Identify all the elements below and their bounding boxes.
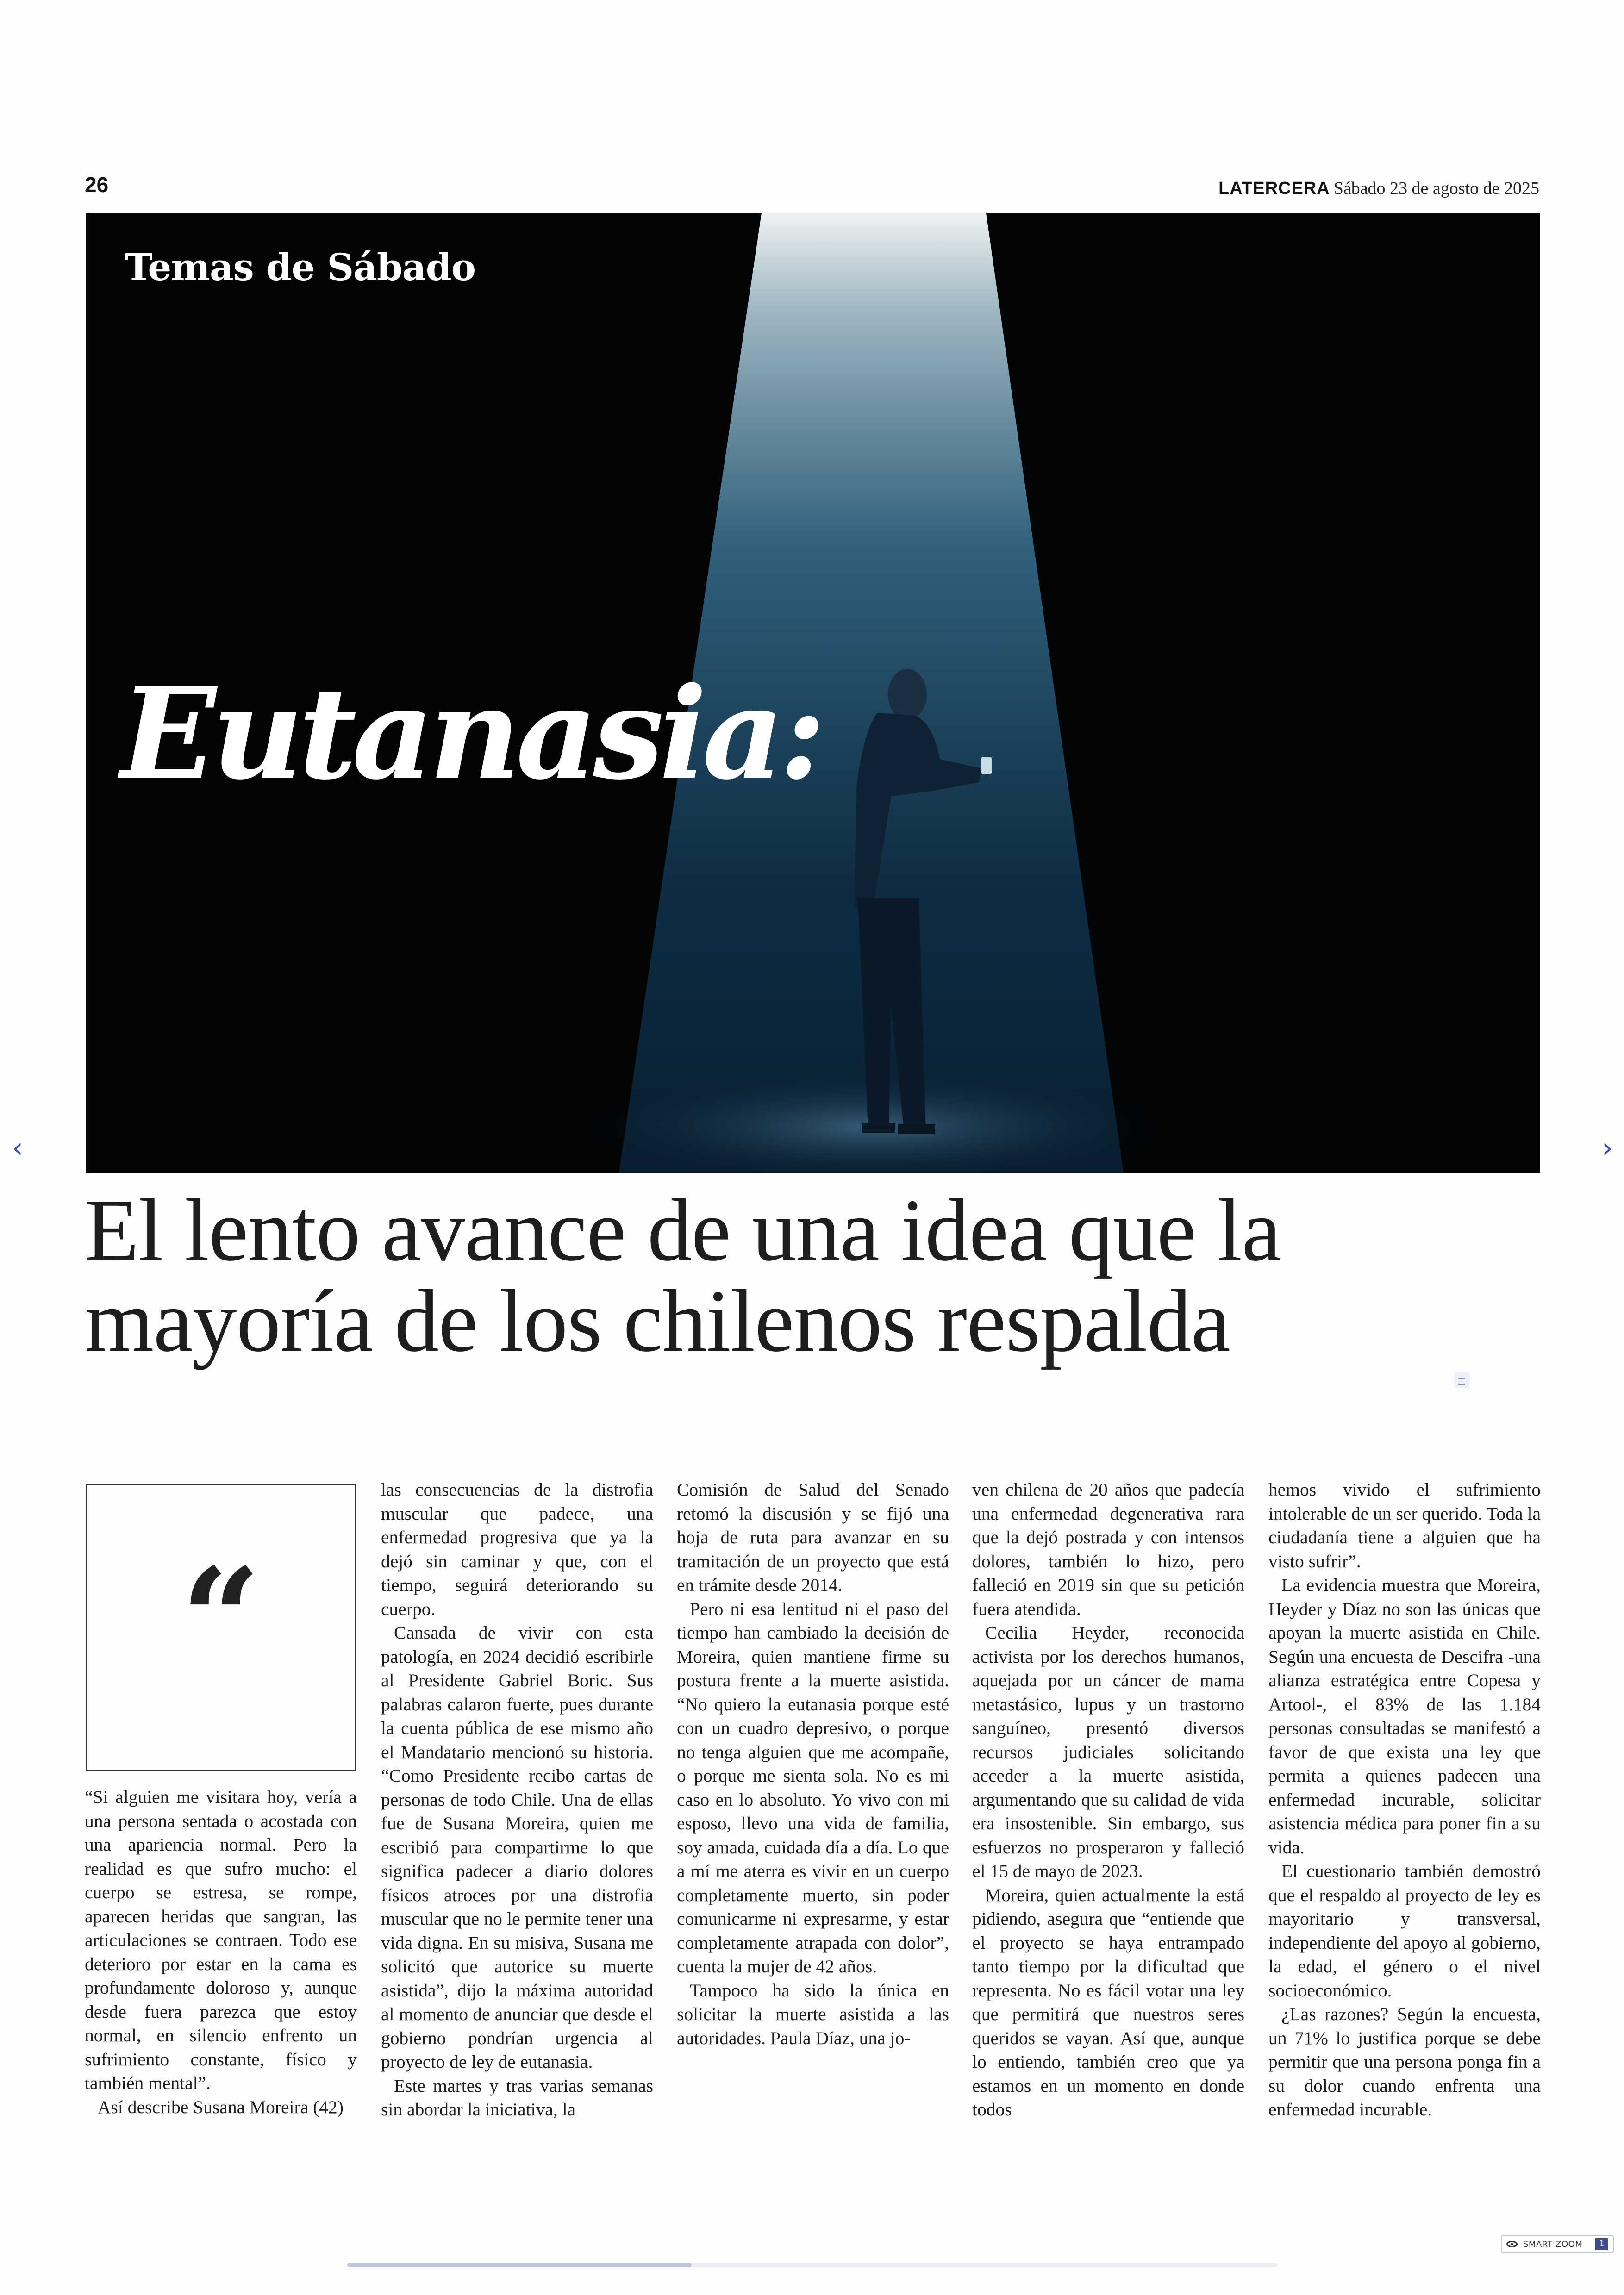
smart-zoom-count-badge: 1 (1595, 2238, 1608, 2250)
paragraph: Este martes y tras varias semanas sin abordar la iniciativa, la (381, 2075, 653, 2120)
next-page-chevron-icon[interactable]: › (1602, 1132, 1613, 1164)
paragraph: Cecilia Heyder, reconocida activista por los derechos humanos, aquejada por un cáncer de mama metastásico, lupus y un trastorno sanguíneo, presentó diversos recursos judiciales solicitando acceder a la muerte asistida, argumentando que su calidad de vida era insostenible. Sin embargo, sus esfuerzos no prosperaron y falleció el 15 de mayo de 2023. (972, 1622, 1244, 1881)
previous-page-chevron-icon[interactable]: ‹ (12, 1132, 23, 1164)
paragraph: Pero ni esa lentitud ni el paso del tiempo han cambiado la decisión de Moreira, quien mantiene firme su postura frente a la muerte asistida. “No quiero la eutanasia porque esté con un cuadro depresivo, o porque no tenga alguien que me acompañe, o porque me sienta sola. No es mi caso en lo absoluto. Yo vivo con mi esposo, llevo una vida de familia, soy amada, cuidada día a día. Lo que a mí me aterra es vivir en un cuerpo completamente muerto, sin poder comunicarme ni expresarme, y estar completamente atrapada con dolor”, cuenta la mujer de 42 años. (677, 1598, 949, 1977)
paragraph: Cansada de vivir con esta patología, en 2024 decidió escribirle al Presidente Gabriel Boric. Sus palabras calaron fuerte, pues durante la cuenta pública de ese mismo año el Mandatario mencionó su historia. “Como Presidente recibo cartas de personas de todo Chile. Una de ellas fue de Susana Moreira, quien me escribió para compartirme lo que significa padecer a diario dolores físicos atroces por una distrofia muscular que no le permite tener una vida digna. En su misiva, Susana me solicitó que autorice su muerte asistida”, dijo la máxima autoridad al momento de anunciar que desde el gobierno pondrían urgencia al proyecto de ley de eutanasia. (381, 1622, 653, 2072)
paragraph: Así describe Susana Moreira (42) (98, 2096, 344, 2117)
article-headline: El lento avance de una idea que la mayoría de los chilenos respalda (85, 1181, 1281, 1370)
section-label: Temas de Sábado (125, 245, 475, 289)
paragraph: Tampoco ha sido la única en solicitar la muerte asistida a las autoridades. Paula Díaz, una jo- (677, 1980, 949, 2048)
page-scroll-thumb[interactable] (347, 2263, 692, 2267)
page-number: 26 (85, 173, 109, 197)
article-column-5 (1268, 1478, 1541, 2122)
smart-zoom-button[interactable] (1501, 2235, 1614, 2253)
hero-title: Eutanasia: (120, 660, 822, 808)
issue-date: Sábado 23 de agosto de 2025 (1333, 179, 1539, 198)
page-scroll-track[interactable] (347, 2263, 1278, 2267)
paragraph: ¿Las razones? Según la encuesta, un 71% lo justifica porque se debe permitir que una persona ponga fin a su dolor cuando enfrenta una enfermedad incurable. (1268, 2004, 1541, 2120)
article-column-3 (677, 1478, 949, 2050)
article-column-2 (381, 1478, 653, 2122)
eye-icon (1506, 2241, 1518, 2247)
article-column-4 (972, 1478, 1244, 2122)
paragraph: las consecuencias de la distrofia muscular que padece, una enfermedad progresiva que ya la dejó sin caminar y que, con el tiempo, seguirá deteriorando su cuerpo. (381, 1479, 653, 1619)
paragraph: ven chilena de 20 años que padecía una enfermedad degenerativa rara que la dejó postrada y con intensos dolores, también lo hizo, pero falleció en 2019 sin que su petición fuera atendida. (972, 1479, 1244, 1619)
article-column-1 (85, 1785, 357, 2119)
paragraph: hemos vivido el sufrimiento intolerable de un ser querido. Toda la ciudadanía tiene a alguien que ha visto sufrir”. (1268, 1479, 1541, 1572)
pull-quote-box (86, 1484, 356, 1771)
quote-mark-icon: “ (181, 1537, 261, 1701)
paragraph: La evidencia muestra que Moreira, Heyder y Díaz no son las únicas que apoyan la muerte asistida en Chile. Según una encuesta de Descifra -una alianza estratégica entre Copesa y Artool-, el 83% de las 1.184 personas consultadas se manifestó a favor de que exista una ley que permita a quienes padecen una enfermedad incurable, solicitar asistencia médica para poner fin a su vida. (1268, 1575, 1541, 1858)
smart-zoom-label: SMART ZOOM (1523, 2239, 1583, 2249)
hero-image (86, 213, 1540, 1173)
running-head (1218, 178, 1539, 199)
paragraph: El cuestionario también demostró que el respaldo al proyecto de ley es mayoritario y transversal, independiente del apoyo al gobierno, la edad, el género o el nivel socioeconómico. (1268, 1861, 1541, 2001)
paragraph: “Si alguien me visitara hoy, vería a una persona sentada o acostada con una apariencia normal. Pero la realidad es que sufro mucho: el cuerpo se estresa, se rompe, aparecen heridas que sangran, las articulaciones se contraen. Todo ese deterioro por estar en la cama es profundamente doloroso y, aunque desde fuera parezca que estoy normal, en silencio enfrento un sufrimiento constante, físico y también mental”. (85, 1787, 357, 2093)
paragraph: Comisión de Salud del Senado retomó la discusión y se fijó una hoja de ruta para avanzar en su tramitación de un proyecto que está en trámite desde 2014. (677, 1479, 949, 1595)
paragraph: Moreira, quien actualmente la está pidiendo, asegura que “entiende que el proyecto se haya entrampado tanto tiempo por la dificultad que representa. No es fácil votar una ley que permitirá que nuestros seres queridos se vayan. Así que, aunque lo entiendo, también creo que ya estamos en un momento en donde todos (972, 1884, 1244, 2120)
newspaper-brand: LATERCERA (1218, 179, 1330, 198)
text-view-icon[interactable] (1454, 1372, 1470, 1388)
